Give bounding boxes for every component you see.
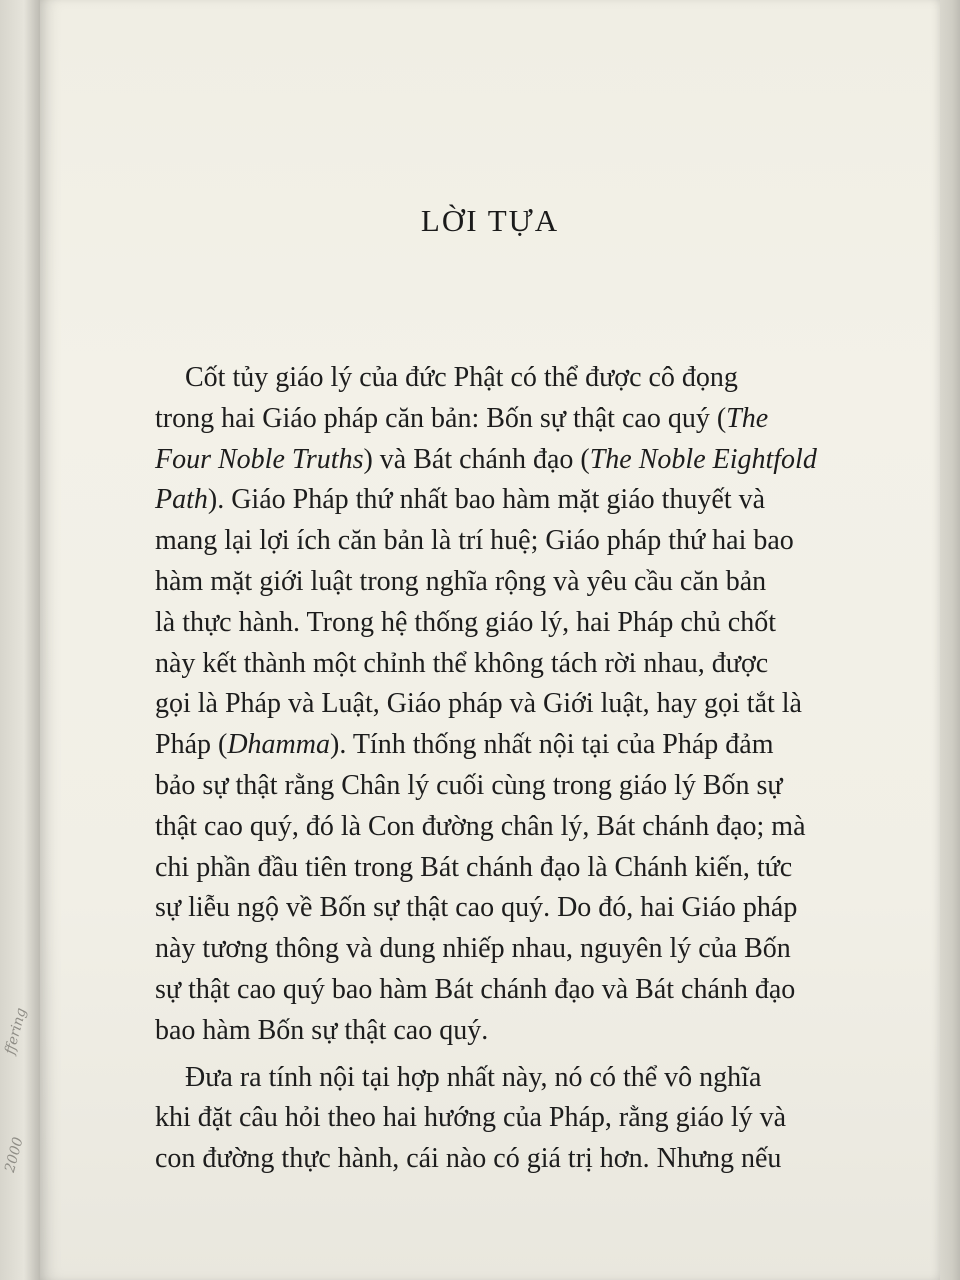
page-body	[155, 358, 845, 1180]
italic-term: Path	[155, 484, 208, 516]
text-line: bao hàm Bốn sự thật cao quý.	[155, 1014, 489, 1046]
text-line: này kết thành một chỉnh thể không tách rời nhau, được	[155, 647, 769, 679]
italic-term: The Noble Eightfold	[589, 443, 817, 475]
text-line: gọi là Pháp và Luật, Giáo pháp và Giới luật, hay gọi tắt là	[155, 688, 802, 720]
text-line: sự liễu ngộ về Bốn sự thật cao quý. Do đó, hai Giáo pháp	[155, 892, 798, 924]
show-through-text	[160, 20, 880, 360]
text-line: chi phần đầu tiên trong Bát chánh đạo là Chánh kiến, tức	[155, 851, 793, 883]
text-line-rich: Pháp (Dhamma). Tính thống nhất nội tại của Pháp đảm	[155, 729, 774, 761]
italic-term: The	[726, 402, 769, 434]
text-line	[155, 480, 845, 521]
facing-page-edge	[0, 0, 40, 1280]
italic-term: Four Noble Truths	[155, 443, 364, 475]
text-line: này tương thông và dung nhiếp nhau, nguyên lý của Bốn	[155, 933, 791, 965]
paragraph-2	[155, 1058, 845, 1180]
text-line: là thực hành. Trong hệ thống giáo lý, hai Pháp chủ chốt	[155, 606, 776, 638]
page-stack-edge	[940, 0, 960, 1280]
text-line: khi đặt câu hỏi theo hai hướng của Pháp, rằng giáo lý và	[155, 1102, 787, 1134]
text-line: Cốt tủy giáo lý của đức Phật có thể được cô đọng	[185, 362, 738, 393]
text-line	[155, 725, 845, 766]
text-line	[155, 440, 845, 481]
text-line	[155, 399, 845, 440]
paragraph-1	[155, 358, 845, 1052]
page-title: LỜI TỰA	[420, 203, 560, 238]
text-line: Đưa ra tính nội tại hợp nhất này, nó có thể vô nghĩa	[185, 1061, 762, 1093]
text-line: mang lại lợi ích căn bản là trí huệ; Giáo pháp thứ hai bao	[155, 525, 794, 557]
italic-term: Dhamma	[227, 729, 330, 761]
text-line-rich: Path). Giáo Pháp thứ nhất bao hàm mặt giáo thuyết và	[155, 484, 766, 516]
facing-page-fragment: ffering	[2, 1006, 30, 1057]
text-line: hàm mặt giới luật trong nghĩa rộng và yêu cầu căn bản	[155, 565, 767, 597]
book-page	[40, 0, 940, 1280]
text-line-rich: trong hai Giáo pháp căn bản: Bốn sự thật cao quý (The	[155, 402, 769, 434]
facing-page-fragment: 2000	[2, 1135, 27, 1175]
text-line: con đường thực hành, cái nào có giá trị hơn. Nhưng nếu	[155, 1143, 782, 1175]
text-line-rich: Four Noble Truths) và Bát chánh đạo (The Noble Eightfold	[155, 443, 817, 475]
text-line: bảo sự thật rằng Chân lý cuối cùng trong giáo lý Bốn sự	[155, 769, 783, 801]
text-line: sự thật cao quý bao hàm Bát chánh đạo và Bát chánh đạo	[155, 973, 796, 1005]
text-line: thật cao quý, đó là Con đường chân lý, Bát chánh đạo; mà	[155, 810, 806, 842]
